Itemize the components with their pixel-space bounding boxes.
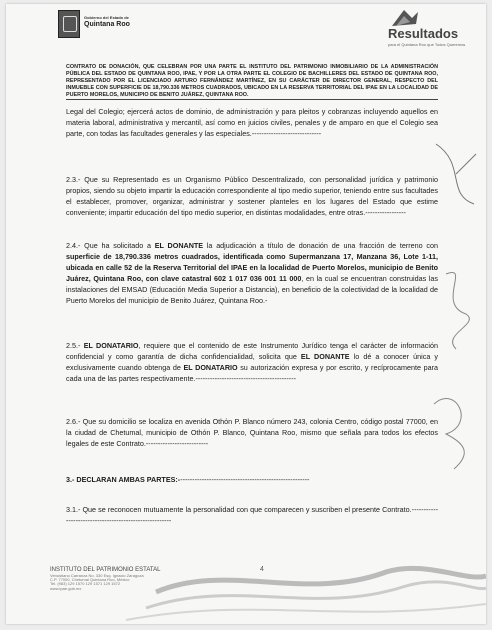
brand-tagline: para el Quintana Roo que Todos Queremos [388,42,466,47]
page-number: 4 [260,566,264,573]
paragraph-legal: Legal del Colegio; ejercerá actos de dominio, de administración y para pleitos y cobranzas incluyendo aquellos en materia laboral, administrativa y mercantil, así como en juicios civiles, penales y de amparo en que el Colegio sea parte, con todas las facultades generales y las especiales.----------------------------- [66,107,438,138]
footer-institution: INSTITUTO DEL PATRIMONIO ESTATAL [50,567,161,573]
section-3-dashes: ------------------------------------------------------ [180,475,310,484]
resultados-logo [376,8,482,52]
p24-text-c: la adjudicación a título de donación de una fracción de terreno con [203,241,438,250]
p25-donatario: EL DONATARIO [83,341,139,350]
footer-address: Venustiano Carranza No. 330 Esq. Ignacio Zaragoza [50,572,144,578]
paragraph-2-3: 2.3.- Que su Representado es un Organismo Público Descentralizado, con personalidad jurídica y patrimonio propios, siendo su objeto impartir la educación correspondiente al tipo medio superior, teniendo entre sus facultades el establecer, promover, organizar, administrar y sostener planteles en los lugares del Estado que estime conveniente; impartir educación del tipo medio superior, en distintas modalidades, entre otras.----------------- [66,175,438,217]
paragraph-2-4 [66,240,438,306]
p25-text-a: 2.5.- [66,341,84,350]
signature-marks [426,134,482,474]
footer-phone: Tel. (983) 129 1570 129 1571 129 1572 [50,581,121,587]
footer-website: www.ipae.gob.mx [50,585,82,591]
letterhead [6,4,486,56]
state-seal-icon [58,10,80,38]
p25-donante: EL DONANTE [300,352,350,361]
government-logo-text [84,16,130,28]
heading-divider [66,99,438,100]
p25-text-e: lo dé a conocer única y exclusivamente cuando obtenga de [66,352,438,372]
government-label: Gobierno del Estado de [84,15,129,20]
resultados-swoosh-icon [390,8,420,28]
section-3-heading [66,474,438,485]
brand-title: Resultados [388,26,459,41]
p24-donante: EL DONANTE [154,241,204,250]
footer-contact [50,567,250,591]
p25-text-g: su autorización expresa y por escrito, y recíprocamente para cada una de las partes respectivamente.------------------------------------------ [66,363,438,383]
state-name: Quintana Roo [84,21,130,28]
paragraph-2-6: 2.6.- Que su domicilio se localiza en avenida Othón P. Blanco número 243, colonia Centro, código postal 77000, en la ciudad de Chetumal, municipio de Othón P. Blanco, Quintana Roo, mismo que señala para todos los efectos legales de este Contrato.-------------------------- [66,417,438,448]
p24-property-description: superficie de 18,790.336 metros cuadrados, identificada como Supermanzana 17, Manzana 36, Lote 1-11, ubicada en calle 52 de la Reserva Territorial del IPAE en la localidad de Puerto Morelos, municipio de Benito Juárez, Quintana Roo, con clave catastral 602 1 017 036 001 11 000 [66,252,438,283]
document-page [6,4,486,624]
contract-heading: CONTRATO DE DONACIÓN, QUE CELEBRAN POR UNA PARTE EL INSTITUTO DEL PATRIMONIO INMOBILIARIO DE LA ADMINISTRACIÓN PÚBLICA DEL ESTADO DE QUINTANA ROO, IPAE, Y POR LA OTRA PARTE EL COLEGIO DE BACHILLERES DEL ESTADO DE QUINTANA ROO, REPRESENTADO POR EL LICENCIADO ARTURO FERNÁNDEZ MARTÍNEZ, EN SU CARÁCTER DE DIRECTOR GENERAL, RESPECTO DEL INMUEBLE CON SUPERFICIE DE 18,790.336 METROS CUADRADOS, UBICADO EN LA RESERVA TERRITORIAL DEL IPAE EN LA LOCALIDAD DE PUERTO MORELOS, MUNICIPIO DE BENITO JUÁREZ, QUINTANA ROO. [66,64,438,98]
p24-text-a: 2.4.- Que ha solicitado a [66,241,155,250]
paragraph-2-5 [66,340,438,384]
p24-text-e: , en la cual se encuentran construidas las instalaciones del EMSAD (Educación Media Superior a Distancia), en beneficio de la colectividad de la localidad de Puerto Morelos del municipio de Benito Juárez, Quintana Roo.- [66,274,438,305]
section-3-title: 3.- DECLARAN AMBAS PARTES:- [66,475,181,484]
p25-text-c: , requiere que el contenido de este Instrumento Jurídico tenga el carácter de información confidencial y como garantía de dicha confidencialidad, solicita que [66,341,438,361]
paragraph-3-1: 3.1.- Que se reconocen mutuamente la personalidad con que comparecen y suscriben el presente Contrato.------------------------------------------------------- [66,505,438,525]
footer-city: C.P. 77000, Chetumal Quintana Roo, México [50,576,130,582]
p25-donatario-2: EL DONATARIO [183,363,238,372]
